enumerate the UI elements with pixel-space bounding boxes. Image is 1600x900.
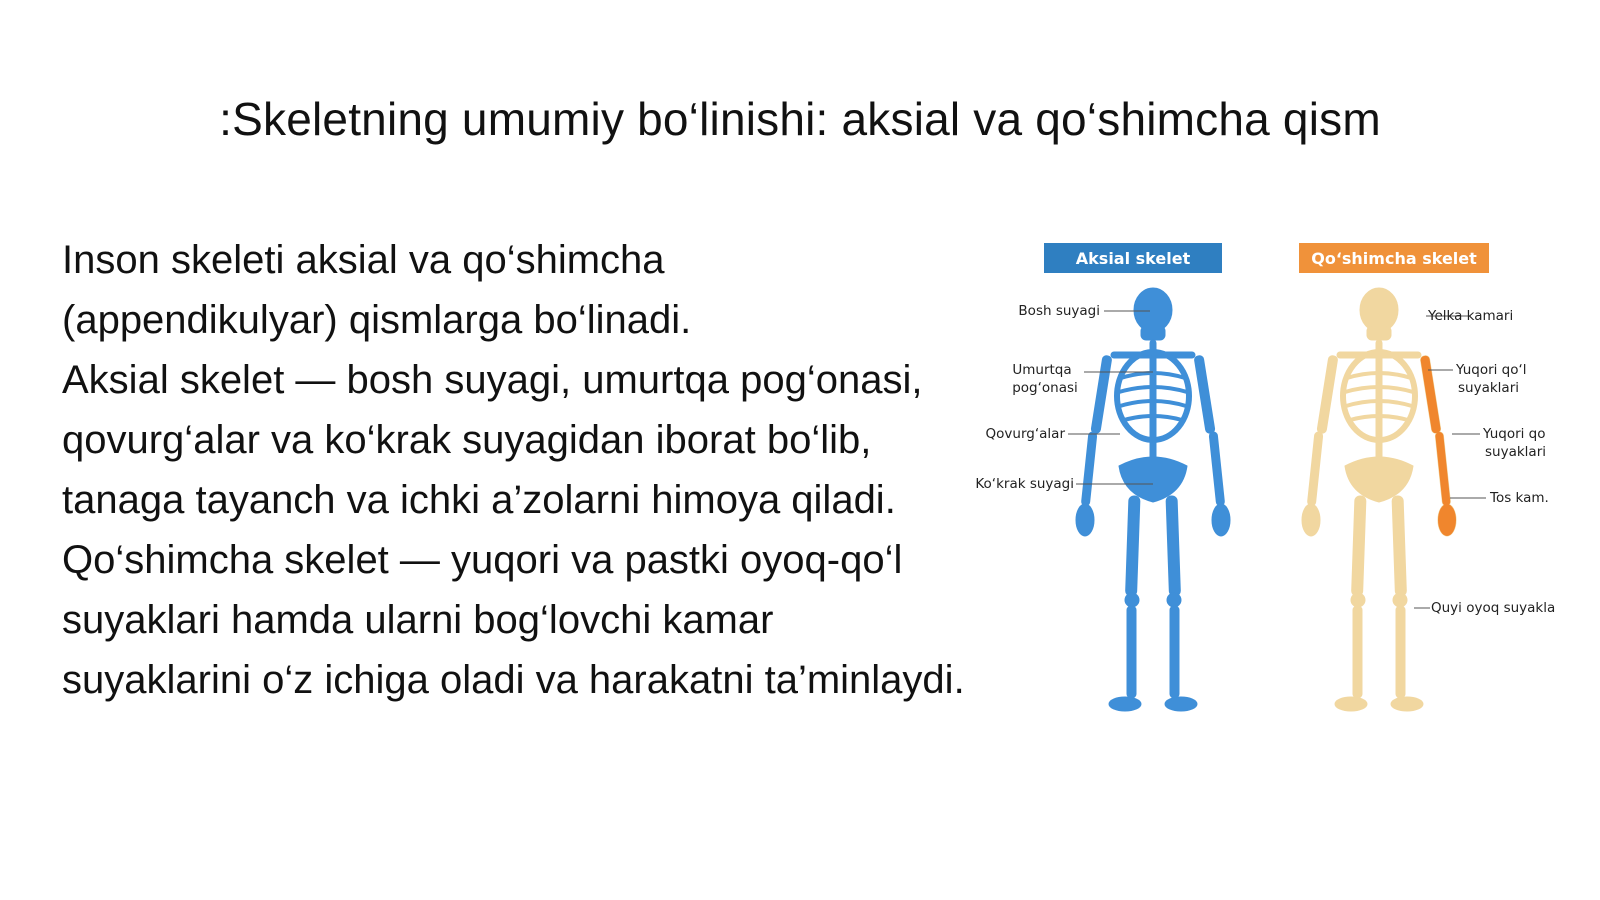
label-ribs: Qovurg‘alar: [985, 426, 1065, 442]
label-sternum: Ko‘krak suyagi: [975, 476, 1074, 492]
body-paragraph: [62, 230, 1052, 710]
paragraph-line: qovurg‘alar va ko‘krak suyagidan iborat bo‘lib,: [62, 418, 872, 462]
paragraph-line: suyaklarini o‘z ichiga oladi va harakatni ta’minlaydi.: [62, 658, 965, 702]
skeleton-illustration: [975, 240, 1600, 700]
label-upper-limb-2: suyaklari: [1458, 380, 1519, 396]
label-shoulder-girdle: Yelka kamari: [1428, 308, 1514, 324]
skeleton-figure: [975, 240, 1600, 700]
label-upper-limb-b2: suyaklari: [1485, 444, 1546, 460]
highlighted-arm: [1420, 355, 1456, 536]
label-skull: Bosh suyagi: [1018, 303, 1100, 319]
paragraph-line: Aksial skelet — bosh suyagi, umurtqa pog‘onasi,: [62, 358, 923, 402]
appendicular-header: Qo‘shimcha skelet: [1311, 249, 1477, 268]
label-lower-limb: Quyi oyoq suyakla: [1431, 600, 1556, 616]
paragraph-line: tanaga tayanch va ichki a’zolarni himoya qiladi.: [62, 478, 896, 522]
label-upper-limb-b1: Yuqori qo: [1483, 426, 1546, 442]
paragraph-line: (appendikulyar) qismlarga bo‘linadi.: [62, 298, 692, 342]
axial-skeleton: [1076, 288, 1230, 711]
label-spine-1: Umurtqa: [1012, 362, 1072, 378]
label-pelvis: Tos kam.: [1490, 490, 1549, 506]
label-spine-2: pog‘onasi: [1012, 380, 1078, 396]
paragraph-line: Qo‘shimcha skelet — yuqori va pastki oyoq-qo‘l: [62, 538, 903, 582]
paragraph-line: suyaklari hamda ularni bog‘lovchi kamar: [62, 598, 774, 642]
appendicular-skeleton: [1302, 288, 1456, 711]
slide-title: :Skeletning umumiy bo‘linishi: aksial va qo‘shimcha qism: [219, 93, 1381, 145]
label-upper-limb-1: Yuqori qo‘l: [1456, 362, 1527, 378]
paragraph-line: Inson skeleti aksial va qo‘shimcha: [62, 238, 665, 282]
axial-header: Aksial skelet: [1075, 249, 1191, 268]
